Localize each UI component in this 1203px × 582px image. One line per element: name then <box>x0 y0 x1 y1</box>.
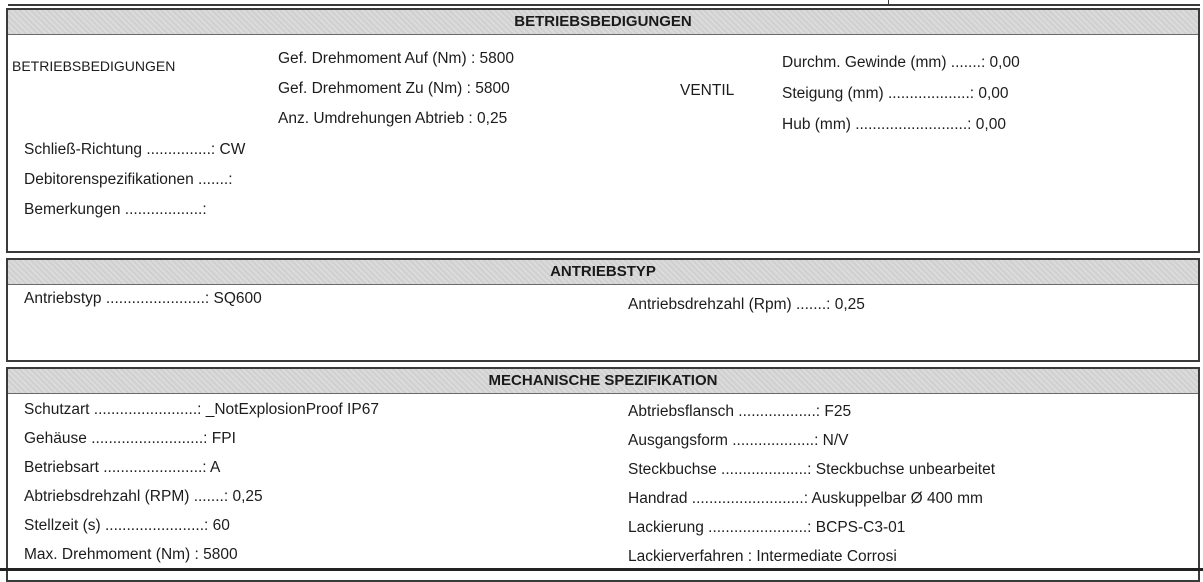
debitorenspezifikationen: Debitorenspezifikationen .......: <box>24 171 233 188</box>
antriebstyp-value: Antriebstyp .......................: SQ600 <box>24 290 262 307</box>
abtriebsflansch: Abtriebsflansch ..................: F25 <box>628 403 852 420</box>
abtriebsdrehzahl: Abtriebsdrehzahl (RPM) .......: 0,25 <box>24 488 263 505</box>
steckbuchse: Steckbuchse ....................: Steckbuchse unbearbeitet <box>628 461 996 478</box>
mechanische-spezifikation-section <box>6 367 1200 582</box>
hub: Hub (mm) ..........................: 0,00 <box>782 116 1006 133</box>
lackierverfahren: Lackierverfahren : Intermediate Corrosi <box>628 548 897 565</box>
drehmoment-auf: Gef. Drehmoment Auf (Nm) : 5800 <box>278 50 515 67</box>
antriebstyp-header: ANTRIEBSTYP <box>8 260 1198 285</box>
schliess-richtung: Schließ-Richtung ...............: CW <box>24 141 246 158</box>
betriebsbedingungen-side-label: BETRIEBSBEDIGUNGEN <box>12 58 176 74</box>
antriebsdrehzahl: Antriebsdrehzahl (Rpm) .......: 0,25 <box>628 296 865 313</box>
drehmoment-zu: Gef. Drehmoment Zu (Nm) : 5800 <box>278 80 510 97</box>
betriebsart: Betriebsart .......................: A <box>24 459 221 476</box>
betriebsbedingungen-header: BETRIEBSBEDIGUNGEN <box>8 10 1198 35</box>
bemerkungen: Bemerkungen ..................: <box>24 201 207 218</box>
lackierung: Lackierung .......................: BCPS-C3-01 <box>628 519 906 536</box>
anzahl-umdrehungen: Anz. Umdrehungen Abtrieb : 0,25 <box>278 110 508 127</box>
page-bottom-edge <box>0 568 1203 571</box>
antriebstyp-section <box>6 258 1200 362</box>
handrad: Handrad ..........................: Auskuppelbar Ø 400 mm <box>628 490 983 507</box>
max-drehmoment: Max. Drehmoment (Nm) : 5800 <box>24 546 238 563</box>
betriebsbedingungen-section <box>6 8 1200 253</box>
schutzart: Schutzart ........................: _NotExplosionProof IP67 <box>24 401 379 418</box>
top-border-tick <box>888 0 889 6</box>
gehaeuse: Gehäuse ..........................: FPI <box>24 430 236 447</box>
top-border-line <box>8 4 1200 6</box>
ausgangsform: Ausgangsform ...................: N/V <box>628 432 849 449</box>
steigung: Steigung (mm) ...................: 0,00 <box>782 85 1009 102</box>
stellzeit: Stellzeit (s) .......................: 60 <box>24 517 230 534</box>
ventil-label: VENTIL <box>680 82 735 99</box>
mechanische-spezifikation-header: MECHANISCHE SPEZIFIKATION <box>8 369 1198 394</box>
top-border-fragment <box>0 0 1203 6</box>
durchmesser-gewinde: Durchm. Gewinde (mm) .......: 0,00 <box>782 54 1020 71</box>
